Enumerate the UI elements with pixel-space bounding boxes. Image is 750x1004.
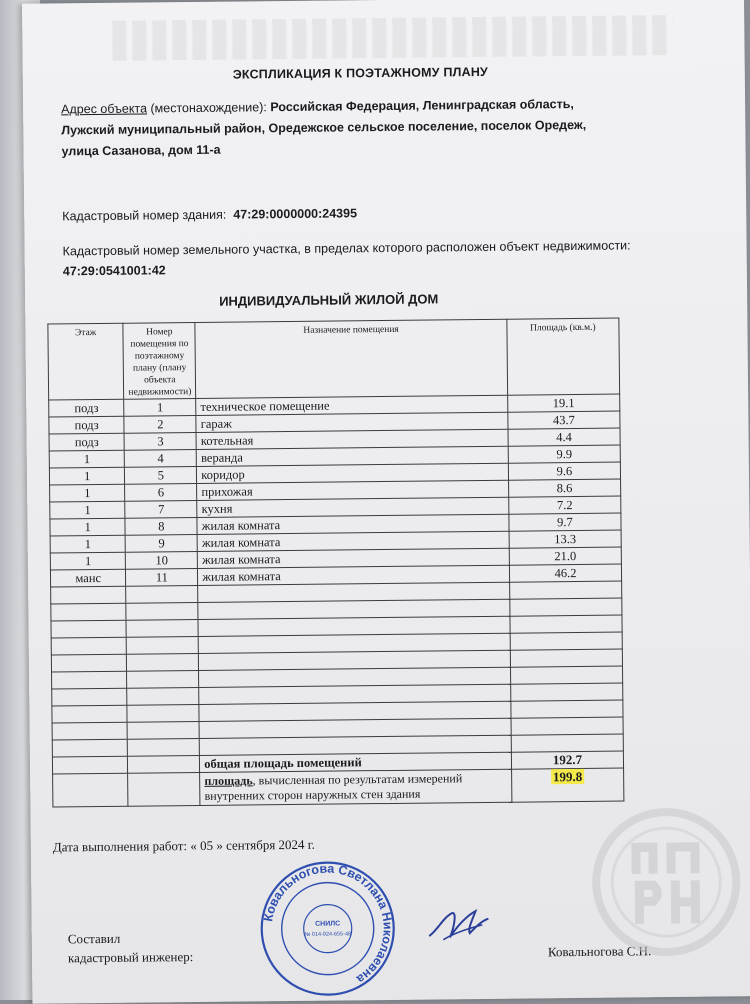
area-label-rest: , вычисленная по результатам измерений внутренних сторон наружных стен здания	[204, 771, 463, 803]
empty-cell	[52, 739, 128, 757]
empty-cell	[51, 586, 127, 604]
cell-number: 7	[125, 500, 197, 518]
empty-cell	[510, 598, 622, 616]
area-label-bold: площадь	[204, 773, 253, 788]
bleed-through-text	[112, 15, 672, 61]
cell-area: 7.2	[509, 496, 621, 514]
cell-area: 21.0	[509, 547, 621, 565]
empty-cell	[510, 649, 622, 667]
empty-cell	[52, 688, 128, 706]
cell-floor: подз	[49, 416, 125, 434]
cell-number: 1	[124, 398, 196, 416]
handwritten-signature	[423, 899, 494, 950]
building-cadastral-number	[62, 206, 357, 223]
table-header-row	[48, 318, 620, 400]
cell-floor: подз	[49, 399, 125, 417]
cell-floor: 1	[50, 501, 126, 519]
empty-cell	[127, 636, 199, 654]
cell-floor: 1	[50, 552, 126, 570]
empty-cell	[51, 620, 127, 638]
cell-number: 11	[126, 568, 198, 586]
empty-cell	[126, 602, 198, 620]
cell-area: 4.4	[508, 428, 620, 446]
empty-cell	[511, 717, 623, 735]
empty-cell	[51, 637, 127, 655]
cell-floor: подз	[49, 433, 125, 451]
empty-cell	[510, 615, 622, 633]
address-block	[61, 94, 622, 163]
cell-area: 9.9	[508, 445, 620, 463]
header-purpose: Назначение помещения	[195, 319, 507, 398]
cell-area: 9.7	[509, 513, 621, 531]
cell-area: 46.2	[509, 564, 621, 582]
cell-number: 3	[124, 432, 196, 450]
header-area: Площадь (кв.м.)	[507, 318, 620, 395]
empty-cell	[52, 722, 128, 740]
engineer-seal-stamp	[257, 858, 398, 999]
empty-cell	[126, 619, 198, 637]
cell-area: 43.7	[508, 411, 620, 429]
table-body	[49, 394, 624, 757]
building-cad-label: Кадастровый номер здания:	[62, 207, 227, 224]
document-title: ЭКСПЛИКАЦИЯ К ПОЭТАЖНОМУ ПЛАНУ	[232, 64, 489, 82]
empty-cell	[52, 705, 128, 723]
compiled-line-1: Составил	[67, 930, 121, 947]
measured-area-value: 199.8	[552, 768, 583, 785]
empty-cell	[127, 721, 199, 739]
cell-number: 5	[125, 466, 197, 484]
document-page	[22, 0, 750, 1004]
stamp-inner-top: СНИЛС	[315, 920, 341, 928]
cell-purpose: коридор	[197, 463, 509, 483]
compiled-line-2: кадастровый инженер:	[67, 949, 194, 966]
cell-purpose: техническое помещение	[196, 395, 508, 415]
empty-cell	[127, 704, 199, 722]
cell-purpose: котельная	[196, 429, 508, 449]
cell-number: 9	[126, 534, 198, 552]
empty-cell	[510, 581, 622, 599]
empty-cell	[511, 700, 623, 718]
watermark-logo-icon	[590, 806, 742, 958]
measured-area-label	[200, 769, 512, 805]
empty-cell	[126, 585, 198, 603]
empty-cell	[52, 671, 128, 689]
cell-area: 8.6	[508, 479, 620, 497]
engineer-name: Ковальногова С.Н.	[547, 943, 652, 960]
header-number: Номер помещения по поэтажному плану (плану объекта недвижимости)	[123, 322, 196, 399]
cell-floor: манс	[50, 569, 126, 587]
address-label-suffix: (местонахождение):	[146, 100, 271, 116]
stamp-outer-text: Ковальногова Светлана Николаевна	[261, 861, 395, 987]
cell-purpose: жилая комната	[198, 565, 510, 585]
cell-number: 6	[125, 483, 197, 501]
empty-cell	[127, 670, 199, 688]
cell-area: 19.1	[508, 394, 620, 412]
cell-purpose: веранда	[196, 446, 508, 466]
empty-cell	[128, 738, 200, 756]
measured-area-cell	[511, 768, 623, 802]
cell-purpose: гараж	[196, 412, 508, 432]
address-value: Российская Федерация, Ленинградская область, Лужский муниципальный район, Оредежское сельское поселение, поселок Оредеж, улица Сазанова, дом 11-а	[61, 97, 587, 159]
empty-cell	[127, 687, 199, 705]
empty-cell	[511, 683, 623, 701]
cell-purpose: кухня	[197, 497, 509, 517]
cell-purpose: прихожая	[197, 480, 509, 500]
total-value: 192.7	[511, 751, 623, 769]
cell-area: 13.3	[509, 530, 621, 548]
cell-number: 8	[125, 517, 197, 535]
cell-floor: 1	[50, 484, 126, 502]
cell-floor: 1	[49, 467, 125, 485]
cell-number: 4	[125, 449, 197, 467]
cell-floor: 1	[50, 535, 126, 553]
header-floor: Этаж	[48, 323, 124, 400]
address-label: Адрес объекта	[61, 101, 148, 117]
empty-cell	[510, 632, 622, 650]
measured-area-row	[53, 768, 624, 807]
cell-floor: 1	[49, 450, 125, 468]
cell-purpose: жилая комната	[197, 514, 509, 534]
cell-area: 9.6	[508, 462, 620, 480]
empty-cell	[51, 654, 127, 672]
empty-cell	[511, 734, 623, 752]
work-date: Дата выполнения работ: « 05 » сентября 2024 г.	[52, 836, 315, 855]
total-label: общая площадь помещений	[200, 752, 512, 772]
land-cadastral-number	[63, 235, 683, 281]
cell-number: 2	[124, 415, 196, 433]
cell-purpose: жилая комната	[198, 548, 510, 568]
empty-cell	[51, 603, 127, 621]
explication-table	[47, 318, 624, 808]
compiled-by	[68, 928, 194, 967]
land-cad-label: Кадастровый номер земельного участка, в пределах которого расположен объект недвижимости:	[62, 238, 631, 259]
cell-number: 10	[126, 551, 198, 569]
building-cad-value: 47:29:0000000:24395	[233, 206, 358, 222]
stamp-inner-number: № 014-924-655-48	[304, 931, 352, 938]
object-type-title: ИНДИВИДУАЛЬНЫЙ ЖИЛОЙ ДОМ	[219, 291, 439, 309]
cell-purpose: жилая комната	[197, 531, 509, 551]
empty-cell	[127, 653, 199, 671]
cell-floor: 1	[50, 518, 126, 536]
land-cad-value: 47:29:0541001:42	[62, 263, 166, 279]
empty-cell	[510, 666, 622, 684]
